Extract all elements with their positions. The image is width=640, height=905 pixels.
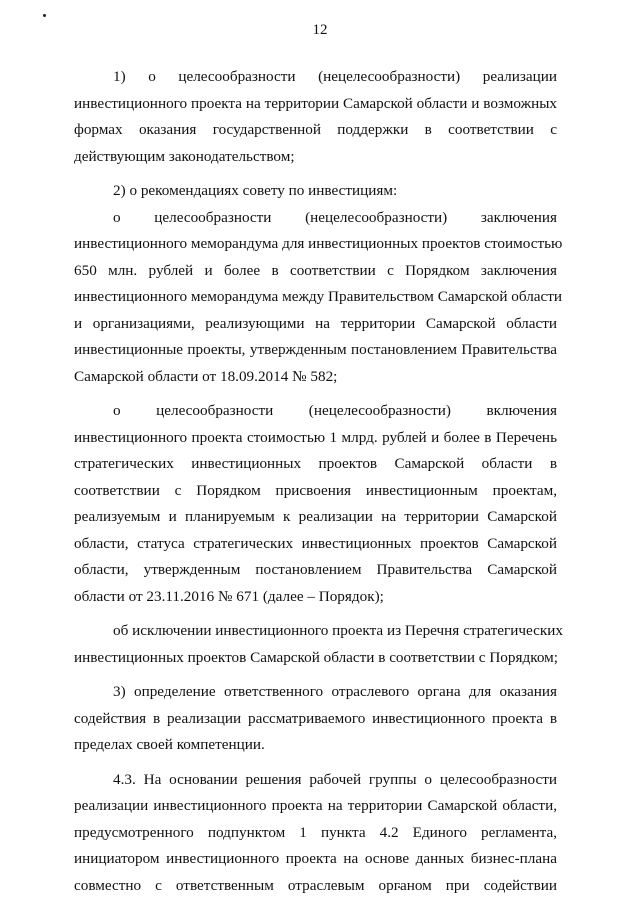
- text-line: соответствии с Порядком присвоения инвестиционным проектам,: [74, 481, 557, 499]
- text-line: 3) определение ответственного отраслевого органа для оказания: [113, 683, 557, 700]
- text-line: области, утвержденным постановлением Правительства Самарской: [74, 561, 557, 578]
- text-line: формах оказания государственной поддержки в соответствии с: [74, 121, 557, 138]
- text-line: инвестиционные проекты, утвержденным постановлением Правительства: [74, 341, 557, 358]
- text-line: инвестиционного меморандума между Правительством Самарской области: [74, 288, 563, 305]
- document-body: [74, 64, 563, 899]
- text-line: инвестиционного проекта стоимостью 1 млрд. рублей и более в Перечень: [74, 428, 557, 446]
- text-line: 650 млн. рублей и более в соответствии с Порядком заключения: [74, 261, 557, 279]
- text-line: инвестиционного меморандума для инвестиционных проектов стоимостью: [74, 235, 563, 252]
- text-line: 1) о целесообразности (нецелесообразности) реализации: [113, 68, 557, 85]
- text-line: содействия в реализации рассматриваемого инвестиционного проекта в: [74, 709, 557, 727]
- text-line: совместно с ответственным отраслевым органом при содействии: [74, 876, 557, 894]
- text-line: области от 23.11.2016 № 671 (далее – Порядок);: [74, 587, 384, 605]
- text-line: и организациями, реализующими на территории Самарской области: [74, 314, 557, 332]
- text-line: о целесообразности (нецелесообразности) включения: [113, 402, 557, 419]
- text-line: действующим законодательством;: [74, 147, 295, 165]
- text-line: области, статуса стратегических инвестиционных проектов Самарской: [74, 534, 557, 552]
- text-line: инвестиционных проектов Самарской области в соответствии с Порядком;: [74, 648, 558, 666]
- text-line: реализуемым и планируемым к реализации на территории Самарской: [74, 508, 557, 525]
- text-line: стратегических инвестиционных проектов Самарской области в: [74, 455, 557, 472]
- text-line: предусмотренного подпунктом 1 пункта 4.2 Единого регламента,: [74, 823, 557, 841]
- scan-speck: [43, 14, 46, 17]
- text-line: Самарской области от 18.09.2014 № 582;: [74, 367, 338, 385]
- text-line: 4.3. На основании решения рабочей группы о целесообразности: [113, 770, 557, 788]
- text-line: пределах своей компетенции.: [74, 736, 265, 753]
- text-line: инициатором инвестиционного проекта на основе данных бизнес-плана: [74, 850, 557, 867]
- text-line: реализации инвестиционного проекта на территории Самарской области,: [74, 797, 557, 814]
- text-line: об исключении инвестиционного проекта из Перечня стратегических: [113, 622, 563, 639]
- text-line: о целесообразности (нецелесообразности) заключения: [113, 208, 557, 226]
- text-line: инвестиционного проекта на территории Самарской области и возможных: [74, 94, 557, 112]
- text-line: 2) о рекомендациях совету по инвестициям:: [113, 182, 398, 199]
- page-number: 12: [312, 22, 328, 38]
